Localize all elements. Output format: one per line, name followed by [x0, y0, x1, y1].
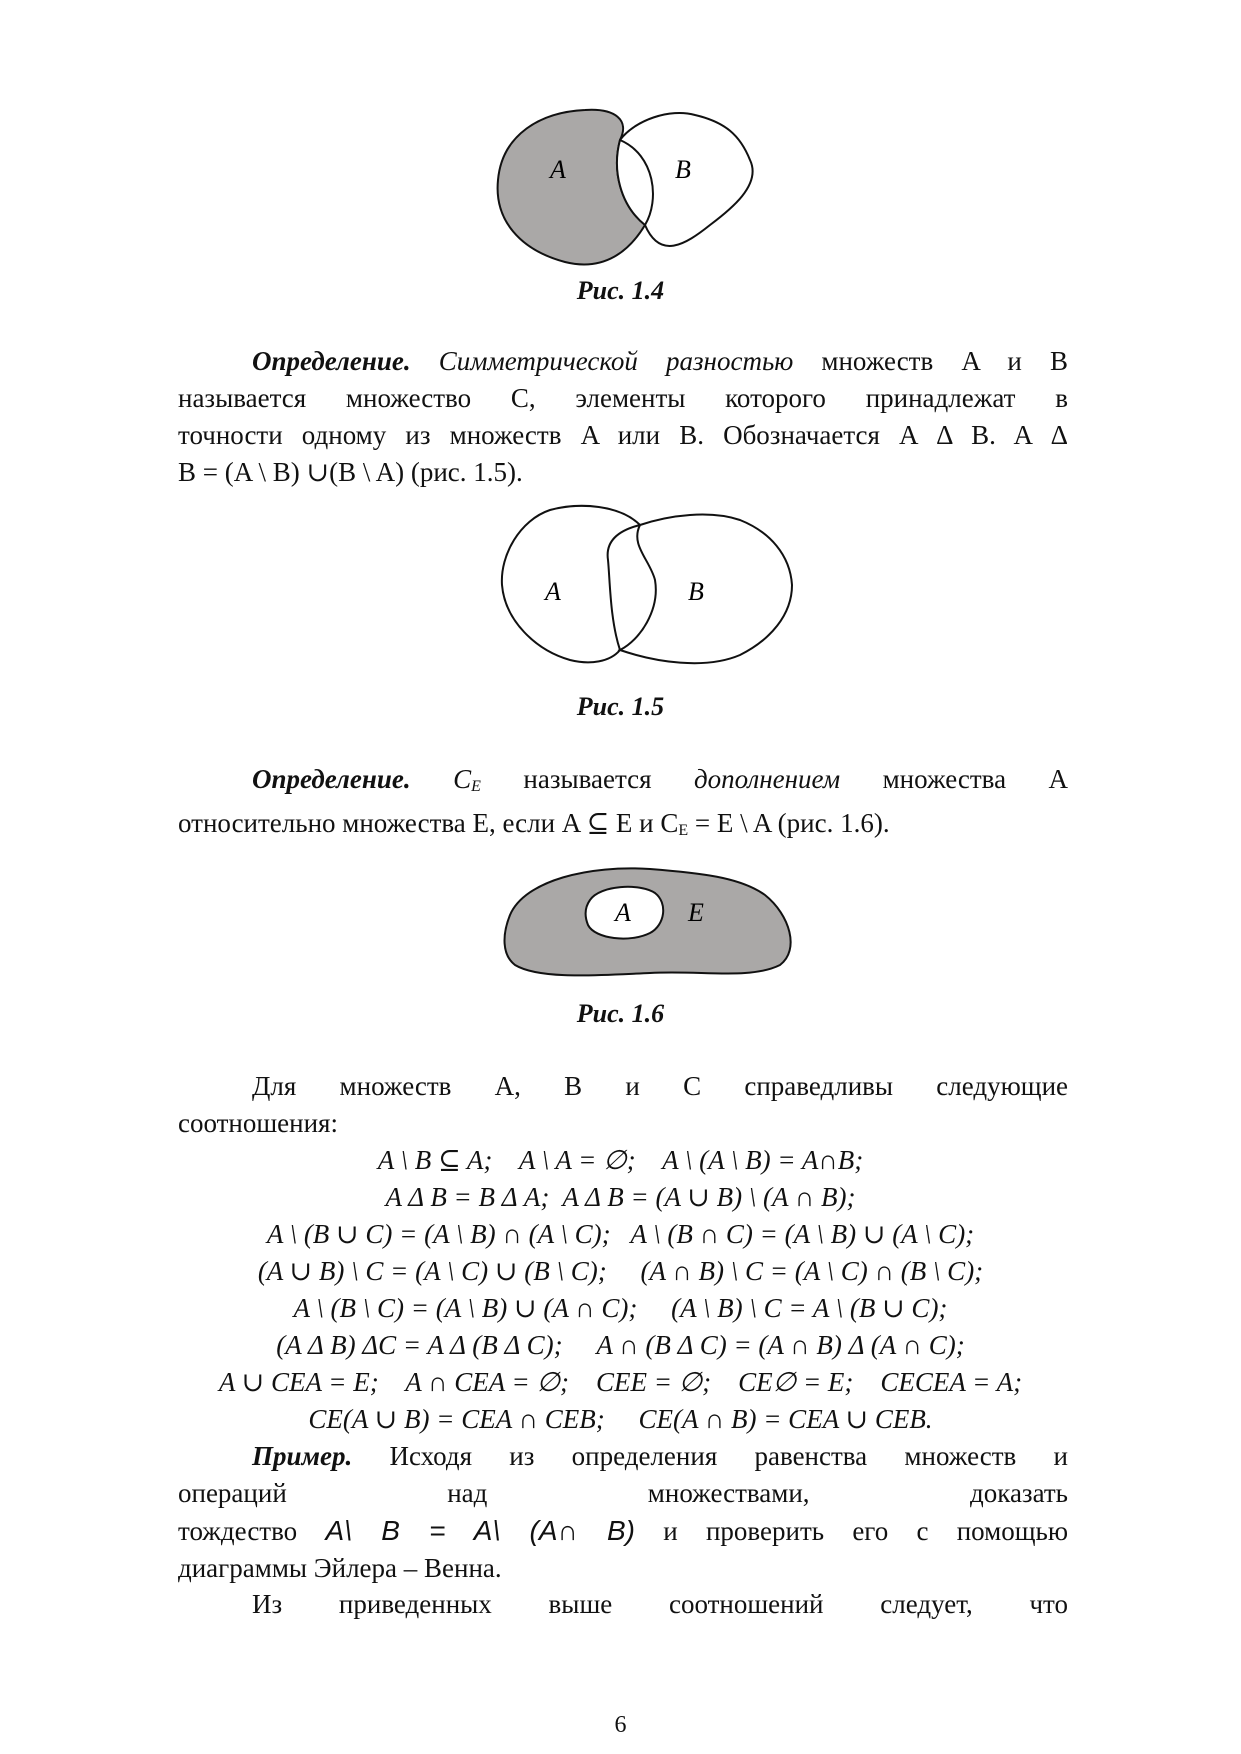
venn-figure-1-5 — [490, 500, 800, 670]
label-a: A — [545, 577, 561, 606]
set-b-outline — [620, 515, 792, 664]
def1-line2: называется множество C, элементы которого принадлежат в — [178, 383, 1068, 413]
formula-line: A \ (B \ C) = (A \ B) ∪ (A ∩ C); (A \ B) \ C = A \ (B ∪ C); — [293, 1293, 948, 1323]
set-identities — [0, 1142, 1241, 1438]
formula-line: A \ (B ∪ C) = (A \ B) ∩ (A \ C); A \ (B ∩ C) = (A \ B) ∪ (A \ C); — [266, 1219, 975, 1249]
page-number: 6 — [614, 1712, 627, 1738]
label-a: A — [615, 898, 631, 927]
formula-line: A Δ B = B Δ A; A Δ B = (A ∪ B) \ (A ∩ B); — [385, 1182, 856, 1212]
example-paragraph — [178, 1438, 1068, 1587]
relations-intro-line2: соотношения: — [178, 1108, 338, 1138]
example-line1: Пример. Исходя из определения равенства множеств и — [252, 1441, 1069, 1471]
complement-figure-1-6 — [500, 855, 800, 985]
label-b: B — [688, 577, 704, 606]
set-a-outline — [502, 506, 640, 662]
formula-line: A ∪ CEA = E; A ∩ CEA = ∅; CEE = ∅; CE∅ = E; CECEA = A; — [218, 1367, 1023, 1397]
example-line3: тождество A\ B = A\ (A∩ B) и проверить его с помощью — [178, 1515, 1069, 1546]
label-e: E — [688, 898, 704, 927]
relations-intro-line1: Для множеств A, B и C справедливы следующие — [252, 1071, 1068, 1101]
continuation-paragraph — [178, 1586, 1068, 1623]
venn-figure-1-4 — [480, 100, 780, 270]
definition-symmetric-difference — [178, 343, 1068, 491]
definition-complement — [178, 761, 1068, 849]
def1-line3: точности одному из множеств A или B. Обозначается A Δ B. A Δ — [178, 420, 1068, 450]
def1-line4: B = (A \ B) ∪(B \ A) (рис. 1.5). — [178, 457, 523, 487]
example-line4: диаграммы Эйлера – Венна. — [178, 1553, 502, 1583]
formula-line: (A ∪ B) \ C = (A \ C) ∪ (B \ C); (A ∩ B) \ C = (A \ C) ∩ (B \ C); — [257, 1256, 984, 1286]
figure-caption-1-5: Рис. 1.5 — [576, 692, 665, 721]
label-a: A — [550, 155, 566, 184]
def1-line1: Определение. Симметрической разностью множеств A и B — [252, 346, 1068, 376]
formula-line: CE(A ∪ B) = CEA ∩ CEB; CE(A ∩ B) = CEA ∪ CEB. — [308, 1404, 933, 1434]
relations-intro — [178, 1068, 1068, 1142]
label-b: B — [675, 155, 691, 184]
continuation-line: Из приведенных выше соотношений следует, что — [252, 1589, 1068, 1619]
formula-line: A \ B ⊆ A; A \ A = ∅; A \ (A \ B) = A∩B; — [377, 1145, 864, 1175]
formula-line: (A Δ B) ΔC = A Δ (B Δ C); A ∩ (B Δ C) = (A ∩ B) Δ (A ∩ C); — [276, 1330, 965, 1360]
def2-line1: Определение. $C_E$ называется дополнением множества A — [252, 764, 1069, 795]
figure-caption-1-4: Рис. 1.4 — [576, 276, 665, 305]
example-line2: операций над множествами, доказать — [178, 1478, 1068, 1508]
figure-caption-1-6: Рис. 1.6 — [576, 999, 665, 1028]
def2-line2: относительно множества E, если A ⊆ E и $C_E = E$ \ A (рис. 1.6). — [178, 808, 890, 839]
